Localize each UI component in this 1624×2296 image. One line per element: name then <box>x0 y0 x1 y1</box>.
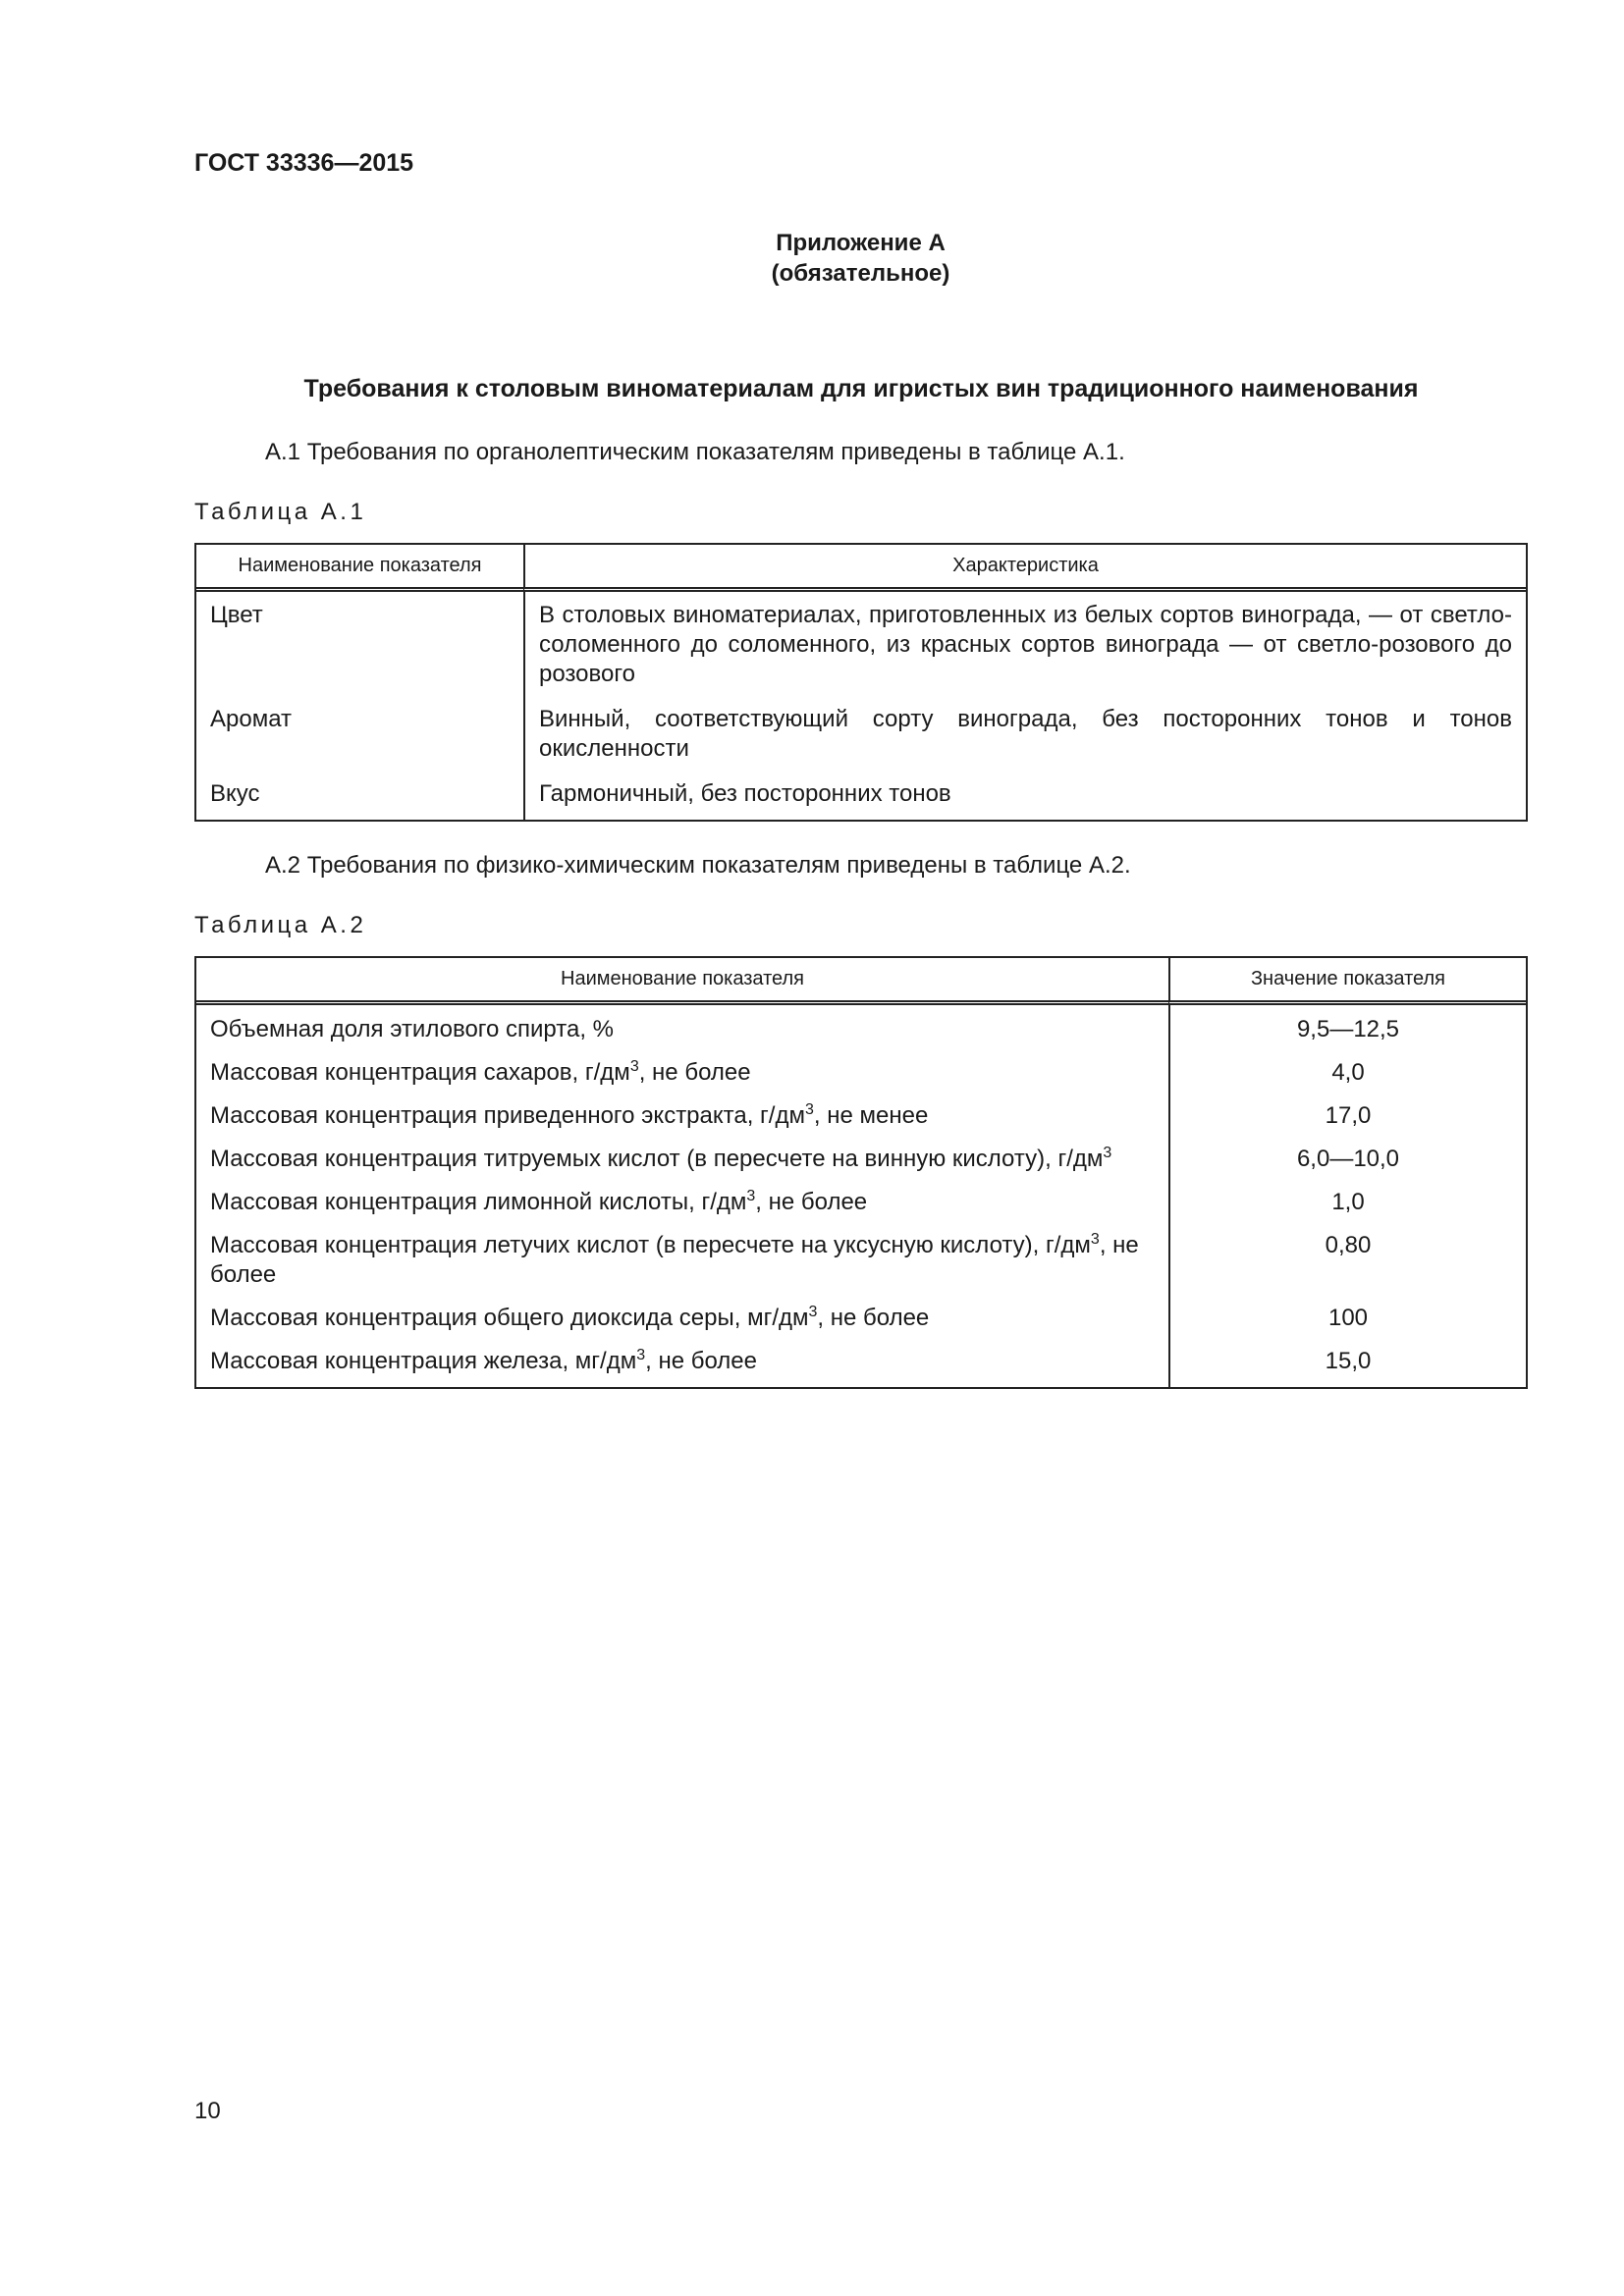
column-header: Значение показателя <box>1168 958 1526 1005</box>
table-a1 <box>194 543 1528 822</box>
indicator-characteristic: В столовых виноматериалах, приготовленных из белых сортов винограда, — от светло-соломенного до соломенного, из красных сортов винограда — от светло-розового до розового <box>523 592 1526 700</box>
indicator-name: Вкус <box>210 780 260 807</box>
table-a2-caption: Таблица А.2 <box>194 912 367 938</box>
table-header-row <box>196 545 1526 592</box>
indicator-name: Аромат <box>210 706 293 732</box>
indicator-value: 0,80 <box>1168 1228 1526 1301</box>
indicator-name: Массовая концентрация сахаров, $г/дм^3$, не более <box>210 1058 751 1086</box>
indicator-value: 6,0—10,0 <box>1168 1142 1526 1185</box>
table-row <box>196 1098 1526 1142</box>
indicator-name: Массовая концентрация титруемых кислот (в пересчете на винную кислоту), $г/дм^3$ <box>210 1145 1112 1172</box>
table-row <box>196 1344 1526 1387</box>
section-title: Требования к столовым виноматериалам для игристых вин традиционного наименования <box>303 375 1419 402</box>
column-header: Характеристика <box>523 545 1526 592</box>
indicator-name: Массовая концентрация приведенного экстракта, $г/дм^3$, не менее <box>210 1101 929 1129</box>
indicator-value: 17,0 <box>1168 1098 1526 1142</box>
indicator-name: Массовая концентрация летучих кислот (в пересчете на уксусную кислоту), $г/дм^3$, не более <box>210 1231 1139 1288</box>
annex-heading <box>0 228 1624 289</box>
indicator-value: 1,0 <box>1168 1185 1526 1228</box>
table-row <box>196 700 1526 774</box>
indicator-name: Объемная доля этилового спирта, % <box>210 1016 614 1042</box>
table-row <box>196 1301 1526 1344</box>
indicator-value: 100 <box>1168 1301 1526 1344</box>
annex-title: Приложение А <box>776 230 946 256</box>
table-row <box>196 592 1526 700</box>
indicator-value: 15,0 <box>1168 1344 1526 1387</box>
paragraph-a2: А.2 Требования по физико-химическим показателям приведены в таблице А.2. <box>265 852 1131 879</box>
indicator-name: Массовая концентрация лимонной кислоты, $г/дм^3$, не более <box>210 1188 868 1215</box>
indicator-name: Цвет <box>210 602 263 628</box>
annex-status: (обязательное) <box>771 260 950 287</box>
table-row <box>196 1005 1526 1055</box>
table-a1-caption: Таблица А.1 <box>194 499 367 525</box>
table-row <box>196 1185 1526 1228</box>
table-row <box>196 1055 1526 1098</box>
indicator-characteristic: Гармоничный, без посторонних тонов <box>523 774 1526 820</box>
table-row <box>196 1228 1526 1301</box>
page-number: 10 <box>194 2098 221 2124</box>
standard-code: ГОСТ 33336—2015 <box>194 149 414 177</box>
indicator-characteristic: Винный, соответствующий сорту винограда, без посторонних тонов и тонов окисленности <box>523 700 1526 774</box>
column-header: Наименование показателя <box>196 545 523 592</box>
paragraph-a1: А.1 Требования по органолептическим показателям приведены в таблице А.1. <box>265 439 1125 465</box>
table-header-row <box>196 958 1526 1005</box>
indicator-name: Массовая концентрация общего диоксида серы, $мг/дм^3$, не более <box>210 1304 930 1331</box>
table-a2 <box>194 956 1528 1389</box>
column-header: Наименование показателя <box>196 958 1168 1005</box>
indicator-name: Массовая концентрация железа, $мг/дм^3$, не более <box>210 1347 757 1374</box>
table-row <box>196 774 1526 820</box>
table-row <box>196 1142 1526 1185</box>
indicator-value: 4,0 <box>1168 1055 1526 1098</box>
indicator-value: 9,5—12,5 <box>1168 1005 1526 1055</box>
